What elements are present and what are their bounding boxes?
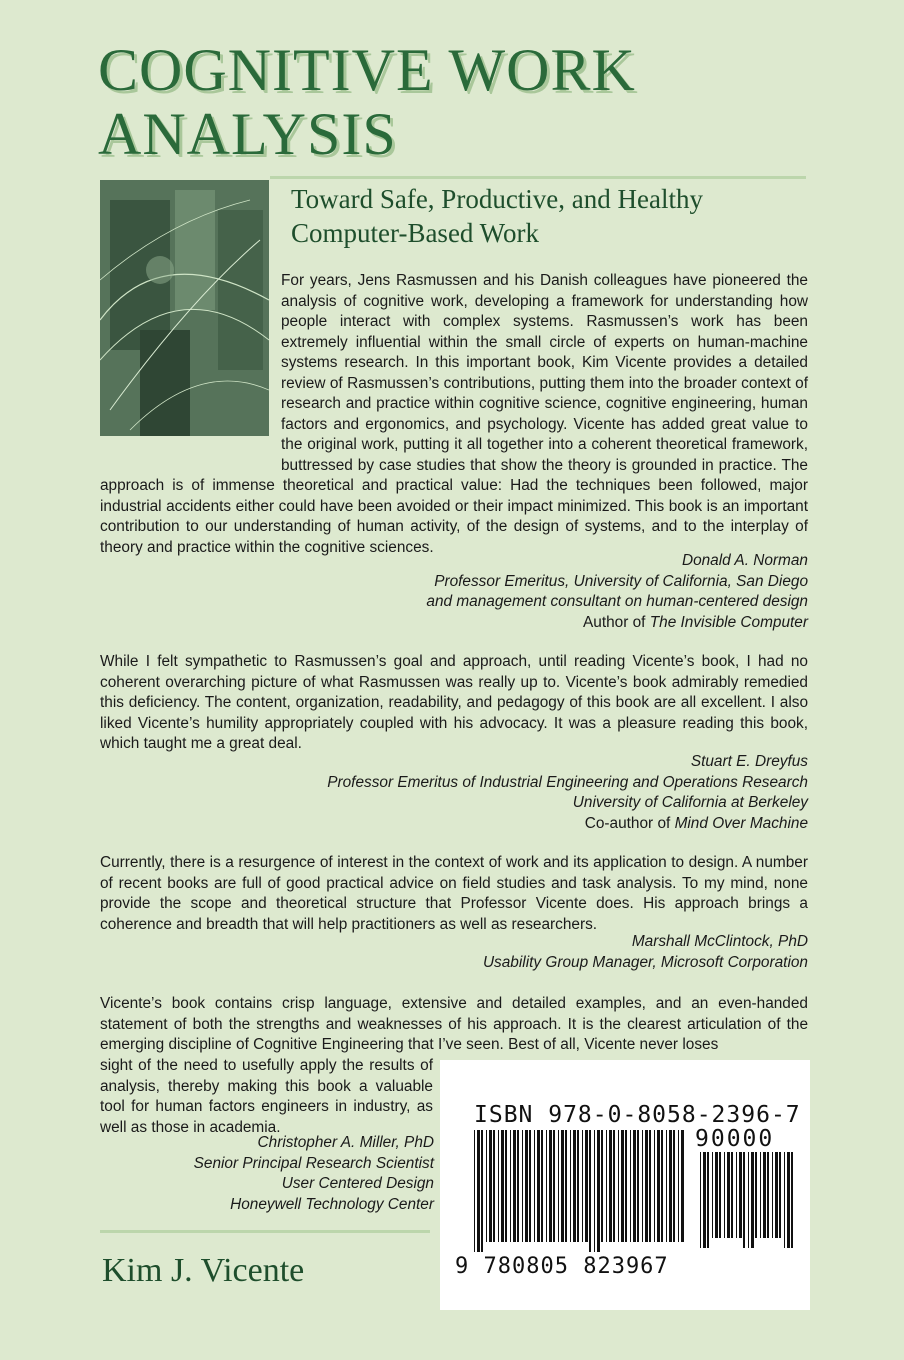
review-4-affiliation: Senior Principal Research Scientist <box>193 1154 434 1172</box>
barcode-bar <box>642 1130 643 1242</box>
barcode-bar <box>621 1130 624 1242</box>
barcode-bar <box>763 1152 766 1238</box>
barcode-bar <box>719 1152 721 1238</box>
barcode-bar <box>772 1152 773 1238</box>
barcode-bar <box>657 1130 660 1242</box>
barcode-bar <box>678 1130 679 1242</box>
barcode-bar <box>787 1152 790 1248</box>
ean-barcode <box>474 1130 684 1255</box>
barcode-bar <box>558 1130 559 1242</box>
barcode-bar <box>681 1130 684 1242</box>
barcode-bar <box>669 1130 672 1242</box>
barcode-bar <box>573 1130 576 1242</box>
barcode-bar <box>534 1130 535 1242</box>
price-addon-number: 90000 <box>695 1126 775 1152</box>
barcode-bar <box>751 1152 754 1248</box>
barcode-bar <box>529 1130 531 1242</box>
author-rule <box>100 1230 430 1233</box>
barcode-bar <box>601 1130 603 1242</box>
barcode-bar <box>775 1152 778 1238</box>
barcode-bar <box>784 1152 785 1248</box>
barcode-bar <box>525 1130 528 1242</box>
review-1-affiliation-2: and management consultant on human-centered design <box>426 593 808 610</box>
barcode-bar <box>748 1152 749 1248</box>
barcode-bar <box>505 1130 507 1242</box>
subtitle-line-1: Toward Safe, Productive, and Healthy <box>291 184 703 214</box>
review-1-name: Donald A. Norman <box>681 552 808 569</box>
barcode-bar <box>649 1130 651 1242</box>
review-2-name: Stuart E. Dreyfus <box>690 753 808 770</box>
barcode-bar <box>553 1130 555 1242</box>
book-title <box>98 38 858 166</box>
barcode-bar <box>791 1152 793 1248</box>
ean-digits: 9 780805 823967 <box>455 1254 669 1279</box>
isbn-number: ISBN 978-0-8058-2396-7 <box>474 1102 801 1128</box>
barcode-bar <box>724 1152 725 1238</box>
barcode-bar <box>666 1130 667 1242</box>
subtitle-rule <box>270 176 806 179</box>
subtitle-line-2: Computer-Based Work <box>291 218 539 248</box>
review-4-text-continued: sight of the need to usefully apply the results of analysis, thereby making this book a valuable tool for human factors engineers in industry, as well as those in academia. <box>100 1057 433 1136</box>
barcode-bar <box>493 1130 495 1242</box>
barcode-bar <box>489 1130 492 1242</box>
barcode-bar <box>577 1130 579 1242</box>
barcode-bar <box>727 1152 730 1238</box>
review-1-author-of: Author of The Invisible Computer <box>583 613 808 631</box>
barcode-bar <box>755 1152 757 1238</box>
barcode-bar <box>565 1130 567 1242</box>
barcode-bar <box>510 1130 511 1242</box>
barcode-bar <box>613 1130 615 1242</box>
review-4-attribution <box>94 1133 434 1215</box>
barcode-bar <box>715 1152 718 1238</box>
barcode-bar <box>712 1152 713 1238</box>
review-3-text: Currently, there is a resurgence of interest in the context of work and its application to design. A number of recent books are full of good practical advice on field studies and task analysis. To my mind, none provide the scope and theoretical structure that Professor Vicente does. His approach brings a coherence and breadth that will help practitioners as well as researchers. <box>100 854 808 933</box>
barcode-bar <box>673 1130 675 1242</box>
review-4-affiliation-2: User Centered Design <box>281 1175 434 1192</box>
barcode-bar <box>707 1152 709 1248</box>
barcode-bar <box>606 1130 607 1242</box>
barcode-bar <box>645 1130 648 1242</box>
review-4-name: Christopher A. Miller, PhD <box>257 1134 434 1151</box>
title-line-2: ANALYSIS <box>98 101 397 167</box>
barcode-bar <box>654 1130 655 1242</box>
barcode-bar <box>767 1152 769 1238</box>
barcode-bar <box>736 1152 737 1238</box>
barcode-bar <box>589 1130 591 1252</box>
review-3-attribution <box>108 932 808 973</box>
barcode-bar <box>585 1130 588 1242</box>
barcode-bar <box>486 1130 487 1242</box>
addon-barcode <box>700 1152 800 1252</box>
author-name: Kim J. Vicente <box>102 1252 305 1289</box>
barcode-bar <box>561 1130 564 1242</box>
barcode-bar <box>498 1130 499 1242</box>
review-1-attribution <box>108 551 808 633</box>
barcode-bar <box>537 1130 540 1242</box>
barcode-bar <box>609 1130 612 1242</box>
barcode-bar <box>760 1152 761 1238</box>
barcode-bar <box>513 1130 516 1242</box>
barcode-bar <box>501 1130 504 1242</box>
review-2-affiliation: Professor Emeritus of Industrial Engineering and Operations Research <box>327 773 808 791</box>
subtitle <box>291 182 831 250</box>
review-1-affiliation: Professor Emeritus, University of California, San Diego <box>434 572 808 590</box>
photo-wrap-space <box>100 271 281 464</box>
barcode-bar <box>597 1130 600 1252</box>
review-2-text: While I felt sympathetic to Rasmussen’s goal and approach, until reading Vicente’s book, I had no coherent overarching picture of what Rasmussen was really up to. Vicente’s book admirably remedied this deficiency. The content, organization, readability, and pedagogy of this book are all excellent. I also liked Vicente’s humility appropriately coupled with his advocacy. It was a pleasure reading this book, which taught me a great deal. <box>100 653 808 752</box>
barcode-bar <box>637 1130 639 1242</box>
review-3-affiliation: Usability Group Manager, Microsoft Corporation <box>482 953 808 971</box>
barcode-bar <box>618 1130 619 1242</box>
barcode-bar <box>703 1152 706 1248</box>
barcode-bar <box>700 1152 701 1248</box>
barcode-bar <box>474 1130 475 1252</box>
barcode-bar <box>477 1130 480 1252</box>
review-4-text: Vicente’s book contains crisp language, extensive and detailed examples, and an even-handed statement of both the strengths and weaknesses of his approach. It is the clearest articulation of the emerging discipline of Cognitive Engineering that I’ve seen. Best of all, Vicente never loses <box>100 995 808 1053</box>
barcode-bar <box>570 1130 571 1242</box>
review-4-affiliation-3: Honeywell Technology Center <box>230 1195 434 1213</box>
barcode-bar <box>633 1130 636 1242</box>
barcode-bar <box>731 1152 733 1238</box>
review-2-coauthor-of: Co-author of Mind Over Machine <box>584 814 808 832</box>
barcode-bar <box>582 1130 583 1242</box>
barcode-bar <box>625 1130 627 1242</box>
barcode-bar <box>546 1130 547 1242</box>
barcode-bar <box>549 1130 552 1242</box>
barcode-bar <box>743 1152 745 1248</box>
review-2-attribution <box>108 752 808 834</box>
barcode-bar <box>661 1130 663 1242</box>
barcode-bar <box>739 1152 742 1238</box>
review-3-name: Marshall McClintock, PhD <box>631 933 808 950</box>
barcode-bar <box>630 1130 631 1242</box>
barcode-bar <box>594 1130 595 1252</box>
title-line-1: COGNITIVE WORK <box>98 37 636 103</box>
review-2-affiliation-2: University of California at Berkeley <box>572 794 808 811</box>
barcode-bar <box>517 1130 519 1242</box>
barcode-bar <box>481 1130 483 1252</box>
barcode-bar <box>779 1152 781 1238</box>
review-1-text: For years, Jens Rasmussen and his Danish colleagues have pioneered the analysis of cognitive work, developing a framework for understanding how people interact with complex systems. Rasmussen’s work has been extremely influential within the small circle of experts on human-machine systems research. In this important book, Kim Vicente provides a detailed review of Rasmussen’s contributions, putting them into the broader context of research and practice within cognitive science, cognitive engineering, human factors and ergonomics, and psychology. Vicente has added great value to the original work, putting it all together into a coherent theoretical framework, buttressed by case studies that show the theory is grounded in practice. The approach is of immense theoretical and practical value: Had the techniques been followed, major industrial accidents either could have been avoided or their impact minimized. This book is an important contribution to our understanding of human activity, of the design of systems, and to the interplay of theory and practice within the cognitive sciences. <box>100 272 808 556</box>
barcode-bar <box>541 1130 543 1242</box>
barcode-bar <box>522 1130 523 1242</box>
